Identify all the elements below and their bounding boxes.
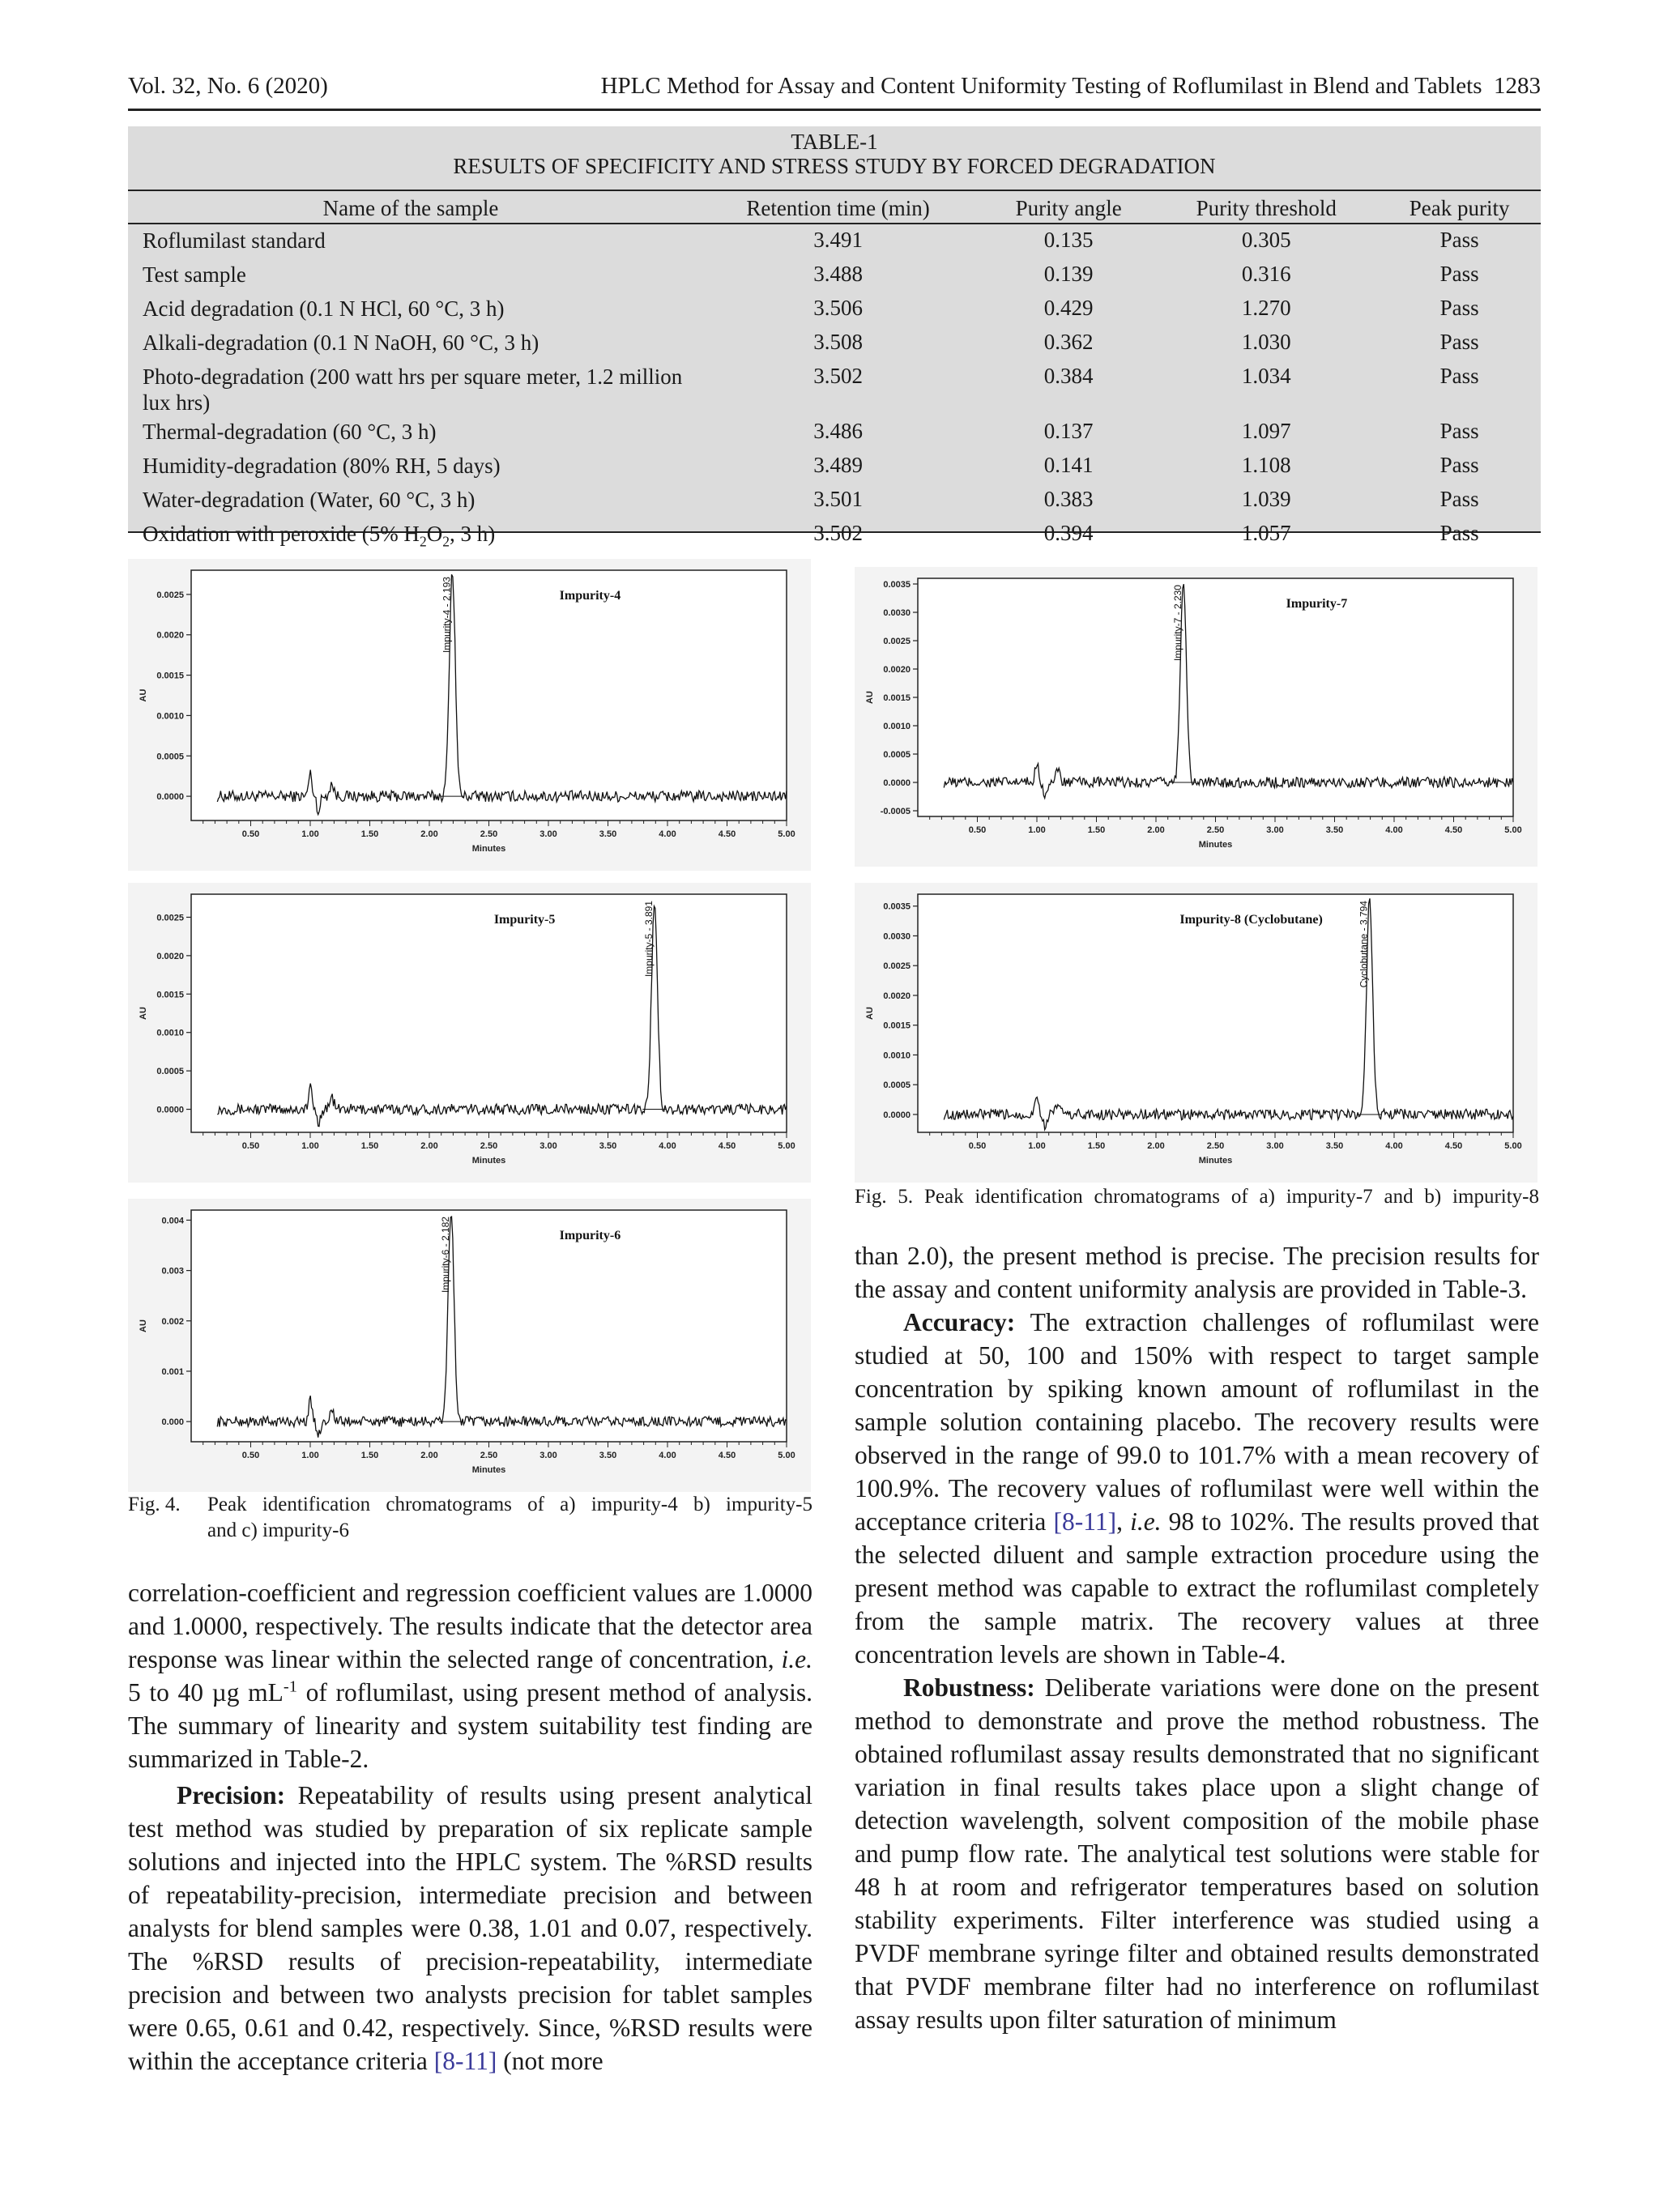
cell-rt: 3.501 (813, 487, 863, 511)
cell-rt: 3.488 (813, 262, 863, 286)
x-tick-label: 5.00 (1504, 1141, 1522, 1151)
cell-name-part: Oxidation with peroxide (5% H (143, 522, 420, 546)
x-tick-label: 4.00 (1385, 825, 1403, 835)
plot-area (918, 894, 1513, 1132)
table-1 (128, 126, 1541, 550)
cell-name: Roflumilast standard (143, 228, 326, 253)
y-tick-label: 0.0005 (156, 752, 184, 762)
running-header (128, 70, 1541, 111)
section-heading: Accuracy: (903, 1308, 1016, 1336)
x-tick-label: 4.00 (659, 1141, 676, 1151)
x-tick-label: 0.50 (241, 1451, 260, 1460)
x-tick-label: 2.00 (420, 1451, 438, 1460)
chart-title: Impurity-5 (493, 913, 556, 927)
chromatogram-impurity-5 (128, 883, 811, 1183)
y-tick-label: 0.0015 (883, 1021, 911, 1031)
section-heading: Robustness: (903, 1673, 1035, 1702)
x-tick-label: 1.00 (1028, 825, 1046, 835)
y-tick-label: 0.004 (161, 1216, 184, 1226)
y-tick-label: 0.000 (161, 1417, 184, 1428)
x-tick-label: 2.50 (480, 1451, 498, 1460)
chromatogram-impurity-7 (855, 567, 1537, 867)
cell-name: Alkali-degradation (0.1 N NaOH, 60 °C, 3 h) (143, 330, 539, 355)
chart-svg (855, 883, 1537, 1183)
x-tick-label: 2.00 (420, 1141, 438, 1151)
y-tick-label: 0.0010 (883, 722, 911, 731)
cell-threshold: 0.316 (1241, 262, 1291, 286)
cell-threshold: 1.039 (1241, 487, 1291, 511)
cell-angle: 0.394 (1043, 521, 1094, 545)
cell-name: Water-degradation (Water, 60 °C, 3 h) (143, 488, 476, 512)
cell-purity: Pass (1439, 521, 1479, 545)
y-tick-label: 0.0000 (883, 1110, 911, 1120)
cell-purity: Pass (1439, 330, 1479, 354)
x-tick-label: 4.00 (1385, 1141, 1403, 1151)
cell-name-part: O (426, 522, 443, 546)
y-axis-label: AU (139, 688, 148, 702)
cell-name-part: , 3 h) (449, 522, 496, 546)
chart-title: Impurity-7 (1286, 597, 1348, 611)
x-tick-label: 2.50 (1206, 825, 1225, 835)
x-tick-label: 1.00 (301, 829, 319, 839)
fig5-caption: Fig. 5. Peak identification chromatograms of a) impurity-7 and b) impurity-8 (855, 1186, 1539, 1208)
x-axis-label: Minutes (471, 844, 506, 854)
x-tick-label: 2.50 (480, 1141, 498, 1151)
table-caption (128, 126, 1541, 178)
plot-area (191, 1210, 787, 1442)
chromatogram-impurity-8 (855, 883, 1537, 1183)
x-tick-label: 1.00 (301, 1141, 319, 1151)
cell-threshold: 1.108 (1241, 453, 1291, 477)
y-axis-label: AU (865, 691, 875, 704)
y-tick-label: 0.0010 (883, 1051, 911, 1061)
x-tick-label: 1.00 (301, 1451, 319, 1460)
y-tick-label: 0.0025 (156, 913, 184, 923)
chart-svg (128, 883, 811, 1183)
x-tick-label: 2.50 (1206, 1141, 1225, 1151)
x-tick-label: 4.50 (718, 1451, 736, 1460)
cell-purity: Pass (1439, 453, 1479, 477)
col-header-purity: Peak purity (1378, 190, 1541, 224)
y-tick-label: 0.0010 (156, 711, 184, 722)
table-title: RESULTS OF SPECIFICITY AND STRESS STUDY BY FORCED DEGRADATION (453, 154, 1216, 178)
fig4-label: Fig. 4. (128, 1494, 181, 1515)
right-column-text (855, 1239, 1539, 2036)
cell-angle: 0.137 (1043, 419, 1094, 443)
paragraph-robustness (855, 1671, 1539, 2036)
col-header-angle: Purity angle (983, 190, 1154, 224)
peak-label: Impurity-6 - 2.182 (439, 1217, 451, 1294)
y-axis-label: AU (139, 1319, 148, 1332)
text-run: (not more (497, 2047, 603, 2075)
plot-area (191, 894, 787, 1132)
text-run: 5 to 40 µg mL (128, 1678, 284, 1707)
chart-title: Impurity-4 (559, 589, 621, 603)
fig4-caption (128, 1492, 812, 1544)
x-tick-label: 4.50 (1444, 1141, 1463, 1151)
table-row (128, 292, 1541, 326)
y-tick-label: 0.002 (161, 1316, 184, 1327)
cell-rt: 3.502 (813, 521, 863, 545)
left-column-text (128, 1576, 812, 2078)
x-tick-label: 3.00 (1266, 825, 1284, 835)
chromatogram-impurity-6 (128, 1199, 811, 1492)
citation-link[interactable]: [8-11] (433, 2047, 497, 2075)
x-tick-label: 3.50 (599, 829, 617, 839)
y-tick-label: 0.001 (161, 1366, 184, 1377)
chromatogram-impurity-4 (128, 559, 811, 871)
x-tick-label: 4.50 (1444, 825, 1463, 835)
text-run: , (1116, 1507, 1131, 1536)
y-tick-label: 0.0005 (883, 1080, 911, 1091)
cell-name: Photo-degradation (200 watt hrs per square meter, 1.2 million lux hrs) (143, 364, 683, 415)
col-header-rt: Retention time (min) (693, 190, 983, 224)
cell-angle: 0.429 (1043, 296, 1094, 320)
y-tick-label: 0.0030 (883, 931, 911, 942)
table-row (128, 416, 1541, 450)
y-tick-label: 0.0005 (156, 1067, 184, 1077)
table-row (128, 484, 1541, 518)
table-row (128, 326, 1541, 360)
x-tick-label: 4.00 (659, 829, 676, 839)
x-tick-label: 3.00 (539, 829, 557, 839)
text-run: 98 to 102%. The results proved that the selected diluent and sample extraction procedure using the present method was capable to extract the roflumilast completely from the sample matrix. The recovery values at three concentration levels are shown in Table-4. (855, 1507, 1539, 1669)
y-tick-label: 0.0015 (883, 693, 911, 703)
y-tick-label: 0.0030 (883, 608, 911, 618)
x-tick-label: 1.50 (360, 1141, 379, 1151)
table-row (128, 224, 1541, 258)
plot-area (191, 570, 787, 820)
y-tick-label: 0.0000 (883, 778, 911, 788)
y-tick-label: 0.0000 (156, 1105, 184, 1115)
y-axis-label: AU (139, 1007, 148, 1020)
cell-angle: 0.383 (1043, 487, 1094, 511)
x-tick-label: 3.00 (539, 1141, 557, 1151)
paragraph-accuracy (855, 1306, 1539, 1671)
cell-purity: Pass (1439, 419, 1479, 443)
table-label: TABLE-1 (791, 130, 878, 154)
x-tick-label: 4.50 (718, 829, 736, 839)
cell-angle: 0.135 (1043, 228, 1094, 252)
cell-threshold: 1.270 (1241, 296, 1291, 320)
cell-angle: 0.141 (1043, 453, 1094, 477)
y-tick-label: 0.0025 (883, 637, 911, 646)
x-axis-label: Minutes (471, 1465, 506, 1475)
text-run: of roflumilast, using present method of analysis. The summary of linearity and system suitability test finding are summarized in Table-2. (128, 1678, 812, 1773)
cell-angle: 0.384 (1043, 364, 1094, 388)
cell-rt: 3.502 (813, 364, 863, 388)
y-tick-label: 0.003 (161, 1266, 184, 1276)
fig4-caption-line (128, 1492, 812, 1518)
cell-name: Thermal-degradation (60 °C, 3 h) (143, 420, 437, 444)
x-tick-label: 1.50 (1087, 825, 1106, 835)
cell-purity: Pass (1439, 228, 1479, 252)
chart-title: Impurity-8 (Cyclobutane) (1179, 913, 1323, 927)
x-tick-label: 0.50 (241, 829, 260, 839)
y-tick-label: 0.0020 (156, 630, 184, 641)
y-axis-label: AU (865, 1007, 875, 1020)
cell-angle: 0.362 (1043, 330, 1094, 354)
x-tick-label: 0.50 (968, 1141, 987, 1151)
table-grid (128, 190, 1541, 552)
cell-rt: 3.508 (813, 330, 863, 354)
y-tick-label: 0.0020 (883, 991, 911, 1001)
cell-purity: Pass (1439, 296, 1479, 320)
fig4-caption-text: Peak identification chromatograms of a) impurity-4 b) impurity-5 (207, 1494, 812, 1515)
x-tick-label: 2.00 (420, 829, 438, 839)
paragraph (128, 1576, 812, 1775)
x-tick-label: 3.00 (1266, 1141, 1284, 1151)
y-tick-label: 0.0025 (156, 590, 184, 600)
peak-label: Impurity-5 - 3.891 (642, 901, 655, 978)
text-italic: i.e. (1130, 1507, 1162, 1536)
y-tick-label: 0.0010 (156, 1028, 184, 1038)
x-tick-label: 4.50 (718, 1141, 736, 1151)
superscript: -1 (283, 1677, 297, 1696)
x-axis-label: Minutes (471, 1156, 506, 1166)
subscript: 2 (419, 533, 427, 550)
cell-threshold: 1.097 (1241, 419, 1291, 443)
page-number: 1283 (1494, 73, 1541, 99)
cell-threshold: 1.030 (1241, 330, 1291, 354)
table-row (128, 360, 1541, 416)
x-tick-label: 5.00 (778, 829, 795, 839)
paragraph-precision (128, 1779, 812, 2078)
x-tick-label: 5.00 (778, 1141, 795, 1151)
y-tick-label: 0.0005 (883, 750, 911, 760)
running-title-text: HPLC Method for Assay and Content Uniformity Testing of Roflumilast in Blend and Tablets (600, 73, 1482, 99)
col-header-name: Name of the sample (128, 190, 693, 224)
x-tick-label: 4.00 (659, 1451, 676, 1460)
text-run: Deliberate variations were done on the present method to demonstrate and prove the method robustness. The obtained roflumilast assay results demonstrated that no significant variation in final results takes place upon a slight change of detection wavelength, solvent composition of the mobile phase and pump flow rate. The analytical test solutions were stable for 48 h at room and refrigerator temperatures based on solution stability experiments. Filter interference was studied using a PVDF membrane syringe filter and obtained results demonstrated that PVDF membrane filter had no interference on roflumilast assay results upon filter saturation of minimum (855, 1673, 1539, 2034)
cell-name: Humidity-degradation (80% RH, 5 days) (143, 454, 501, 478)
table-row (128, 450, 1541, 484)
y-tick-label: 0.0015 (156, 671, 184, 681)
cell-name: Acid degradation (0.1 N HCl, 60 °C, 3 h) (143, 296, 505, 321)
y-tick-label: -0.0005 (880, 807, 911, 816)
cell-name: Test sample (143, 262, 246, 287)
y-tick-label: 0.0035 (883, 580, 911, 590)
y-tick-label: 0.0020 (883, 665, 911, 675)
text-run: Repeatability of results using present analytical test method was studied by preparation of six replicate sample solutions and injected into the HPLC system. The %RSD results of repeatability-precision, intermediate precision and between analysts for blend samples were 0.38, 1.01 and 0.07, respectively. The %RSD results of precision-repeatability, intermediate precision and between two analysts precision for tablet samples were 0.65, 0.61 and 0.42, respectively. Since, %RSD results were within the acceptance criteria (128, 1781, 812, 2075)
x-tick-label: 1.50 (1087, 1141, 1106, 1151)
y-tick-label: 0.0035 (883, 901, 911, 912)
table-row (128, 258, 1541, 292)
col-header-threshold: Purity threshold (1154, 190, 1378, 224)
x-tick-label: 3.00 (539, 1451, 557, 1460)
x-tick-label: 3.50 (599, 1451, 617, 1460)
table-header-row (128, 190, 1541, 224)
cell-purity: Pass (1439, 487, 1479, 511)
x-tick-label: 1.00 (1028, 1141, 1046, 1151)
cell-threshold: 0.305 (1241, 228, 1291, 252)
y-tick-label: 0.0025 (883, 961, 911, 972)
x-tick-label: 0.50 (968, 825, 987, 835)
cell-threshold: 1.057 (1241, 521, 1291, 545)
paragraph: than 2.0), the present method is precise. The precision results for the assay and content uniformity analysis are provided in Table-3. (855, 1242, 1539, 1303)
peak-label: Impurity-7 - 2.230 (1171, 585, 1183, 662)
cell-purity: Pass (1439, 364, 1479, 388)
text-run: The extraction challenges of roflumilast were studied at 50, 100 and 150% with respect to target sample concentration by spiking known amount of roflumilast in the sample solution containing placebo. The recovery results were observed in the range of 99.0 to 101.7% with a mean recovery of 100.9%. The recovery values of roflumilast were well within the acceptance criteria (855, 1308, 1539, 1536)
x-axis-label: Minutes (1198, 1156, 1233, 1166)
cell-name (128, 518, 693, 552)
x-tick-label: 5.00 (778, 1451, 795, 1460)
x-tick-label: 0.50 (241, 1141, 260, 1151)
x-tick-label: 3.50 (1325, 1141, 1344, 1151)
chart-svg (855, 567, 1537, 867)
x-tick-label: 1.50 (360, 829, 379, 839)
x-tick-label: 3.50 (599, 1141, 617, 1151)
fig4-caption-text-2: and c) impurity-6 (207, 1519, 349, 1541)
section-heading: Precision: (177, 1781, 286, 1809)
y-tick-label: 0.0015 (156, 990, 184, 1000)
peak-label: Impurity-4 - 2.193 (441, 577, 453, 654)
citation-link[interactable]: [8-11] (1053, 1507, 1117, 1536)
peak-label: Cyclobutane - 3.794 (1358, 901, 1370, 988)
x-tick-label: 2.00 (1147, 1141, 1165, 1151)
x-tick-label: 1.50 (360, 1451, 379, 1460)
cell-rt: 3.489 (813, 453, 863, 477)
chart-title: Impurity-6 (559, 1229, 621, 1242)
cell-purity: Pass (1439, 262, 1479, 286)
subscript: 2 (442, 533, 450, 550)
cell-rt: 3.486 (813, 419, 863, 443)
y-tick-label: 0.0000 (156, 792, 184, 803)
text-italic: i.e. (781, 1645, 812, 1673)
cell-rt: 3.491 (813, 228, 863, 252)
running-title (601, 73, 1541, 100)
x-tick-label: 2.00 (1147, 825, 1165, 835)
table-row (128, 518, 1541, 552)
y-tick-label: 0.0020 (156, 951, 184, 961)
cell-angle: 0.139 (1043, 262, 1094, 286)
chart-svg (128, 559, 811, 871)
x-tick-label: 5.00 (1504, 825, 1522, 835)
x-tick-label: 2.50 (480, 829, 498, 839)
x-tick-label: 3.50 (1325, 825, 1344, 835)
cell-threshold: 1.034 (1241, 364, 1291, 388)
text-run: correlation-coefficient and regression coefficient values are 1.0000 and 1.0000, respectively. The results indicate that the detector area response was linear within the selected range of concentration, (128, 1579, 812, 1673)
chart-svg (128, 1199, 811, 1492)
journal-volume: Vol. 32, No. 6 (2020) (128, 73, 328, 99)
cell-rt: 3.506 (813, 296, 863, 320)
x-axis-label: Minutes (1198, 840, 1233, 850)
